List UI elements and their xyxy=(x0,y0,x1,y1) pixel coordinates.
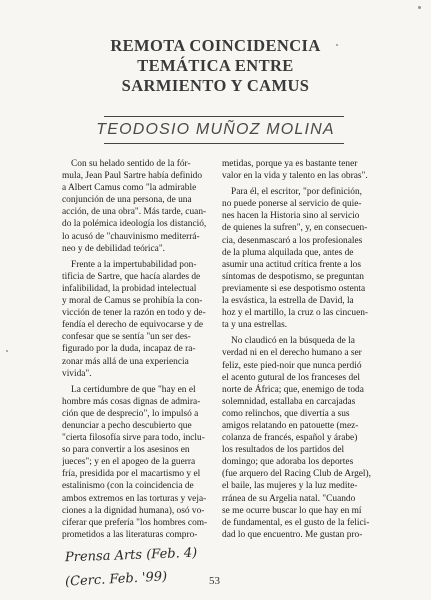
author-name: TEODOSIO MUÑOZ MOLINA xyxy=(96,121,335,138)
text-line: so para convertir a los asesinos en xyxy=(62,445,190,456)
title-line: TEMÁTICA ENTRE xyxy=(137,56,294,75)
handwritten-note: (Cerc. Feb. '99) xyxy=(64,569,168,590)
text-line: (fue arquero del Racing Club de Argel), xyxy=(222,469,371,480)
text-line: la esvástica, la estrella de David, la xyxy=(222,296,354,307)
text-line: ta y una estrellas. xyxy=(222,320,288,331)
text-line: colanza de francés, español y árabe) xyxy=(222,433,358,444)
text-line: fría, presidida por el macartismo y el xyxy=(62,469,201,480)
article-title xyxy=(0,36,431,96)
text-line: de fundamental, es el gusto de la felici- xyxy=(222,517,370,528)
text-line: neo y de debilidad teórica". xyxy=(62,243,166,254)
text-line: solemnidad, estallaba en carcajadas xyxy=(222,396,356,407)
author-rule-top xyxy=(104,116,344,117)
text-line: y moral de Camus se prohibía la con- xyxy=(62,296,203,307)
text-line: Con su helado sentido de la fór- xyxy=(71,159,191,169)
author-rule-bottom xyxy=(104,143,344,144)
text-line: vicción de tener la razón en todo y de- xyxy=(62,308,206,319)
text-line: cia, desenmascaró a los profesionales xyxy=(222,235,363,246)
text-line: de quienes la sufren", y, en consecuen- xyxy=(222,223,368,234)
text-line: dad lo que encuentro. Me gustan pro- xyxy=(222,529,363,540)
text-line: estalinismo (con la coincidencia de xyxy=(62,481,194,492)
text-line: confesar que se sentía "un ser des- xyxy=(62,332,191,343)
text-line: rránea de su Argelia natal. "Cuando xyxy=(222,493,356,504)
text-line: vivida". xyxy=(62,368,92,379)
text-line: de la pluma alquilada que, antes de xyxy=(222,247,354,258)
text-line: el baile, las mujeres y la luz medite- xyxy=(222,481,358,492)
text-line: el acento gutural de los franceses del xyxy=(222,372,360,383)
text-line: lo acusó de "chauvinismo mediterrá- xyxy=(62,231,200,242)
text-line: Para él, el escritor, "por definición, xyxy=(231,187,363,198)
text-line: acción, de una obra". Más tarde, cuan- xyxy=(62,207,207,218)
text-line: "cierta filosofía sirve para todo, inclu- xyxy=(62,433,205,444)
text-line: hombre más cosas dignas de admira- xyxy=(62,396,201,407)
title-line: SARMIENTO Y CAMUS xyxy=(121,76,310,95)
handwritten-note: Prensa Arts (Feb. 4) xyxy=(64,545,198,566)
text-line: jueces"; y en el apogeo de la guerra xyxy=(62,457,196,468)
page-number: 53 xyxy=(209,575,220,587)
text-line: valor en la vida y talento en las obras". xyxy=(222,171,368,182)
text-line: feliz, este pied-noir que nunca perdió xyxy=(222,360,362,371)
left-text-column xyxy=(62,158,212,541)
text-line: zonar más allá de una experiencia xyxy=(62,356,189,367)
text-line: como relinchos, que divertía a sus xyxy=(222,408,350,419)
text-line: ciones a la dignidad humana), osó vo- xyxy=(62,505,205,516)
text-line: nes hacen la Historia sino al servicio xyxy=(222,211,360,222)
text-line: tificia de Sartre, que hacía alardes de xyxy=(62,271,201,282)
text-line: mula, Jean Paul Sartre había definido xyxy=(62,171,203,182)
text-line: metidas, porque ya es bastante tener xyxy=(222,159,358,169)
text-line: Frente a la impertubabilidad pon- xyxy=(71,259,197,270)
scan-speck xyxy=(418,6,421,9)
text-line: hoz y el martillo, la cruz o las cincuen- xyxy=(222,308,369,319)
text-line: previamente si ese despotismo ostenta xyxy=(222,283,366,294)
text-line: ción que de desprecio", lo impulsó a xyxy=(62,408,199,419)
text-line: ciferar que prefería "los hombres com- xyxy=(62,517,208,528)
text-line: No claudicó en la búsqueda de la xyxy=(231,336,355,347)
text-line: a Albert Camus como "la admirable xyxy=(62,183,197,194)
text-line: infalibilidad, la probidad intelectual xyxy=(62,283,197,294)
text-line: denunciar a pecho descubierto que xyxy=(62,420,192,431)
text-line: no puede ponerse al servicio de quie- xyxy=(222,199,362,210)
text-line: prometidos a las literaturas compro- xyxy=(62,529,198,540)
text-line: norte de África; que, enemigo de toda xyxy=(222,384,364,395)
title-line: REMOTA COINCIDENCIA xyxy=(110,36,321,55)
text-line: domingo; que adoraba los deportes xyxy=(222,457,354,468)
scan-speck xyxy=(336,44,338,46)
text-line: do la polémica ideología los distanció, xyxy=(62,219,207,230)
text-line: ambos extremos en las torturas y veja- xyxy=(62,493,207,504)
right-text-column xyxy=(222,158,374,541)
text-line: conjunción de una persona, de una xyxy=(62,195,192,206)
text-line: asumir una actitud crítica frente a los xyxy=(222,259,362,270)
text-line: figurado por la duda, incapaz de ra- xyxy=(62,344,196,355)
text-line: fendía el derecho de equivocarse y de xyxy=(62,320,204,331)
text-line: los resultados de los partidos del xyxy=(222,445,345,456)
text-line: verdad ni en el derecho humano a ser xyxy=(222,348,362,359)
text-line: amigos relatando en patouette (mez- xyxy=(222,420,359,431)
text-line: La certidumbre de que "hay en el xyxy=(71,384,196,395)
scan-speck xyxy=(6,350,8,352)
text-line: síntomas de despotismo, se preguntan xyxy=(222,271,364,282)
text-line: se me ocurre buscar lo que hay en mí xyxy=(222,505,362,516)
